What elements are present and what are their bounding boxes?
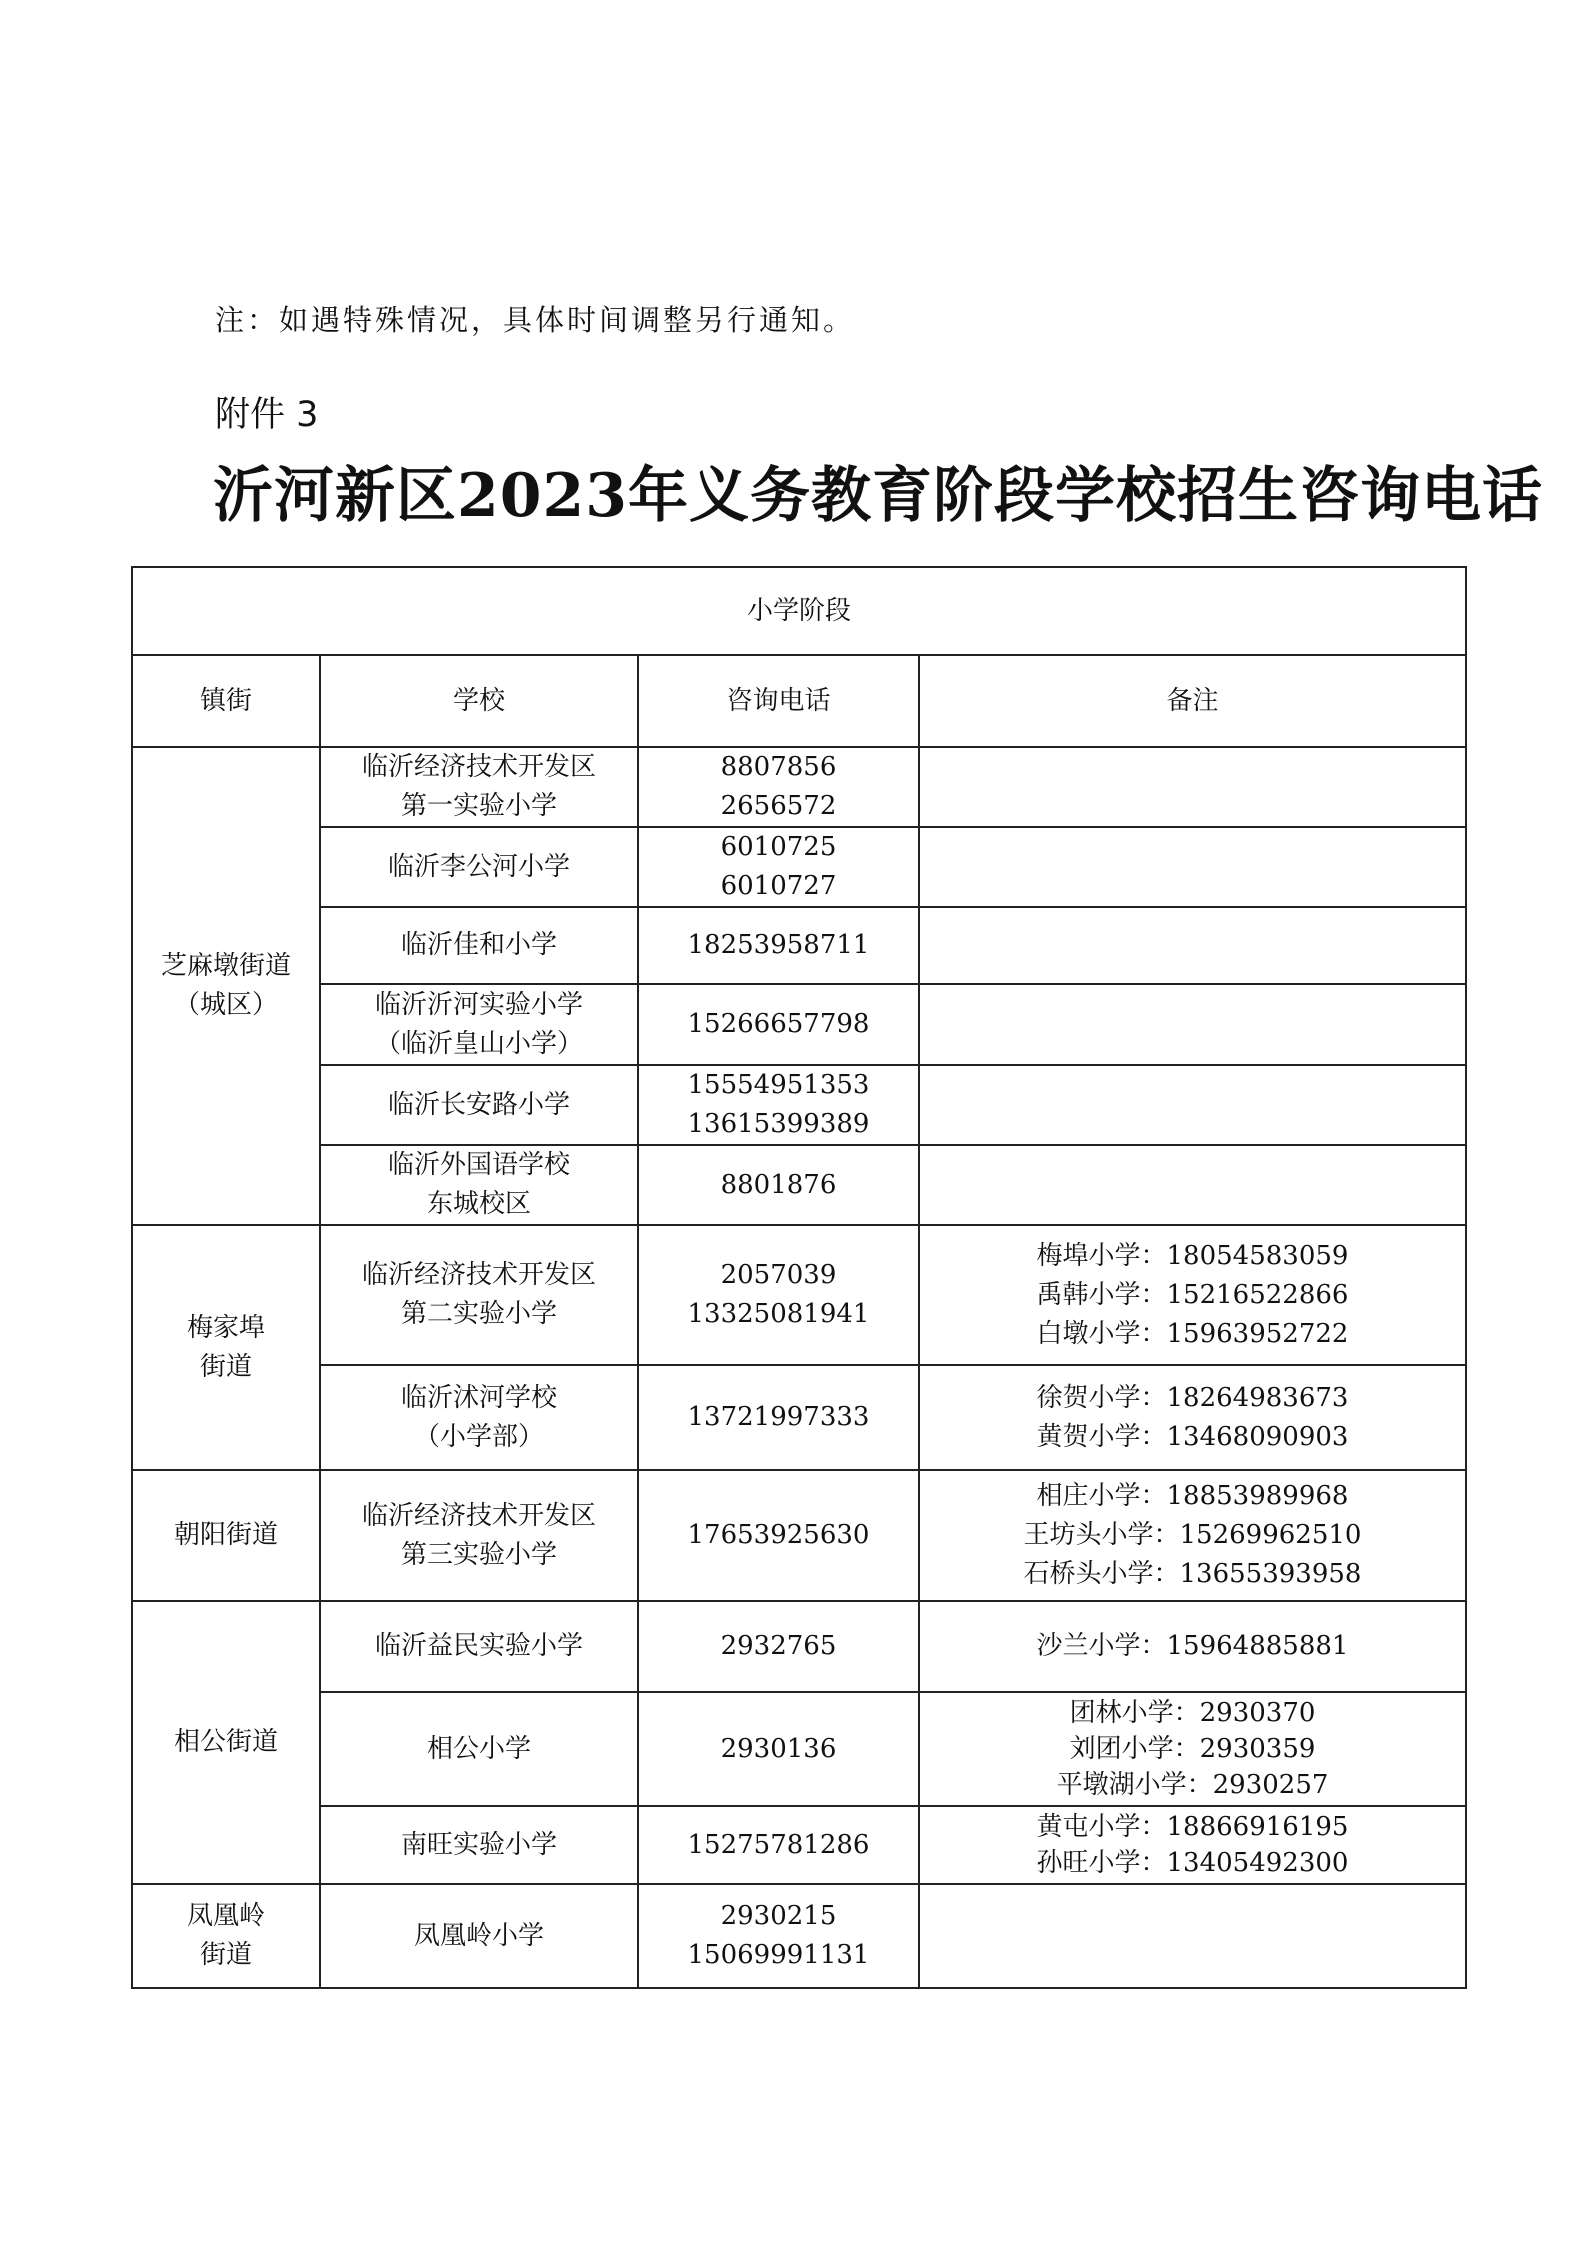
page-title: 沂河新区2023年义务教育阶段学校招生咨询电话 — [213, 461, 1543, 531]
table-row — [132, 1692, 1466, 1806]
remark-cell — [919, 984, 1466, 1065]
phone-line: 2932765 — [720, 1631, 837, 1661]
remark-line: 平墩湖小学：2930257 — [1056, 1770, 1329, 1800]
phone-line: 15275781286 — [687, 1829, 870, 1860]
town-line: 梅家埠 — [186, 1312, 265, 1343]
remark-cell — [919, 907, 1466, 984]
header-phone: 咨询电话 — [638, 655, 919, 747]
school-line: 临沂经济技术开发区 — [361, 752, 596, 782]
school-line: 相公小学 — [426, 1733, 531, 1764]
remark-cell — [919, 1065, 1466, 1145]
remark-cell — [919, 747, 1466, 827]
school-cell — [320, 1225, 638, 1365]
table-row — [132, 1225, 1466, 1365]
school-cell — [320, 1601, 638, 1692]
table-row — [132, 1145, 1466, 1225]
town-line: （城区） — [173, 990, 278, 1020]
phone-cell — [638, 747, 919, 827]
remark-line: 黄贺小学：13468090903 — [1036, 1421, 1349, 1452]
school-cell — [320, 1065, 638, 1145]
remark-line: 白墩小学：15963952722 — [1036, 1318, 1349, 1349]
remark-line: 黄屯小学：18866916195 — [1036, 1812, 1349, 1842]
phone-line: 13721997333 — [687, 1402, 870, 1432]
school-line: （小学部） — [413, 1421, 544, 1452]
school-cell — [320, 747, 638, 827]
admissions-phone-table — [131, 566, 1467, 1989]
remark-cell — [919, 1806, 1466, 1884]
school-cell — [320, 1470, 638, 1601]
school-cell — [320, 984, 638, 1065]
school-line: 临沂经济技术开发区 — [361, 1260, 596, 1290]
table-row — [132, 1065, 1466, 1145]
remark-cell — [919, 827, 1466, 907]
town-line: 街道 — [199, 1940, 252, 1970]
phone-cell — [638, 1065, 919, 1145]
phone-line: 2930136 — [720, 1733, 837, 1764]
attachment-label: 附件 3 — [215, 395, 319, 435]
table-row — [132, 1470, 1466, 1601]
school-cell — [320, 827, 638, 907]
school-line: 凤凰岭小学 — [413, 1920, 544, 1951]
school-line: 临沂经济技术开发区 — [361, 1500, 596, 1531]
school-cell — [320, 1692, 638, 1806]
remark-cell — [919, 1470, 1466, 1601]
remark-line: 孙旺小学：13405492300 — [1036, 1848, 1349, 1878]
phone-line: 2656572 — [720, 791, 837, 821]
table-row — [132, 1884, 1466, 1988]
school-line: 临沂李公河小学 — [387, 851, 570, 882]
phone-line: 13615399389 — [687, 1109, 870, 1139]
note-text: 注：如遇特殊情况，具体时间调整另行通知。 — [215, 303, 856, 337]
phone-line: 15266657798 — [687, 1009, 870, 1039]
school-cell — [320, 1806, 638, 1884]
remark-line: 禹韩小学：15216522866 — [1036, 1279, 1349, 1310]
school-cell — [320, 1365, 638, 1470]
table-row — [132, 1365, 1466, 1470]
remark-line: 王坊头小学：15269962510 — [1023, 1520, 1362, 1550]
phone-line: 17653925630 — [687, 1520, 870, 1550]
remark-line: 梅埠小学：18054583059 — [1036, 1240, 1349, 1271]
school-line: 临沂长安路小学 — [387, 1089, 570, 1120]
school-line: 临沂佳和小学 — [400, 930, 557, 960]
remark-line: 徐贺小学：18264983673 — [1036, 1382, 1349, 1413]
school-line: 临沂沂河实验小学 — [374, 989, 583, 1020]
town-line: 相公街道 — [173, 1727, 278, 1757]
phone-line: 6010727 — [720, 871, 837, 901]
phone-cell — [638, 984, 919, 1065]
phone-cell — [638, 1806, 919, 1884]
town-cell — [132, 1225, 320, 1470]
phone-line: 15554951353 — [687, 1070, 870, 1100]
school-line: 临沂益民实验小学 — [374, 1631, 583, 1661]
header-remark: 备注 — [919, 655, 1466, 747]
school-line: 第二实验小学 — [400, 1299, 557, 1329]
remark-cell — [919, 1145, 1466, 1225]
remark-line: 刘团小学：2930359 — [1069, 1734, 1316, 1764]
phone-line: 2930215 — [720, 1901, 837, 1931]
phone-cell — [638, 1470, 919, 1601]
table-row — [132, 1601, 1466, 1692]
phone-line: 18253958711 — [687, 930, 870, 960]
remark-cell — [919, 1601, 1466, 1692]
remark-line: 沙兰小学：15964885881 — [1036, 1631, 1349, 1661]
phone-cell — [638, 1145, 919, 1225]
school-line: 第一实验小学 — [400, 791, 557, 821]
school-line: 临沂外国语学校 — [387, 1150, 570, 1180]
phone-line: 13325081941 — [687, 1299, 870, 1329]
town-cell — [132, 1884, 320, 1988]
town-cell — [132, 747, 320, 1225]
section-title: 小学阶段 — [132, 567, 1466, 655]
phone-cell — [638, 1601, 919, 1692]
town-cell — [132, 1601, 320, 1884]
phone-line: 8807856 — [720, 752, 837, 782]
remark-cell — [919, 1692, 1466, 1806]
phone-cell — [638, 907, 919, 984]
school-line: （临沂皇山小学） — [374, 1028, 583, 1059]
phone-line: 8801876 — [720, 1169, 837, 1200]
school-line: 第三实验小学 — [400, 1539, 557, 1570]
school-line: 临沂沭河学校 — [400, 1382, 557, 1413]
phone-line: 2057039 — [720, 1260, 837, 1290]
town-line: 朝阳街道 — [173, 1520, 278, 1550]
table-row — [132, 1806, 1466, 1884]
phone-cell — [638, 1225, 919, 1365]
school-cell — [320, 1145, 638, 1225]
school-cell — [320, 1884, 638, 1988]
header-town: 镇街 — [132, 655, 320, 747]
remark-cell — [919, 1884, 1466, 1988]
phone-line: 6010725 — [720, 832, 837, 862]
town-line: 街道 — [199, 1351, 252, 1382]
remark-cell — [919, 1365, 1466, 1470]
header-school: 学校 — [320, 655, 638, 747]
table-row — [132, 827, 1466, 907]
phone-cell — [638, 1365, 919, 1470]
table-row — [132, 984, 1466, 1065]
school-line: 东城校区 — [426, 1189, 531, 1219]
town-cell — [132, 1470, 320, 1601]
school-line: 南旺实验小学 — [400, 1829, 557, 1860]
table-row — [132, 907, 1466, 984]
school-cell — [320, 907, 638, 984]
phone-cell — [638, 827, 919, 907]
town-line: 芝麻墩街道 — [160, 951, 291, 981]
phone-line: 15069991131 — [687, 1940, 870, 1970]
remark-cell — [919, 1225, 1466, 1365]
phone-cell — [638, 1884, 919, 1988]
remark-line: 团林小学：2930370 — [1069, 1698, 1316, 1728]
town-line: 凤凰岭 — [186, 1901, 265, 1931]
table-row — [132, 747, 1466, 827]
phone-cell — [638, 1692, 919, 1806]
remark-line: 相庄小学：18853989968 — [1036, 1481, 1349, 1511]
remark-line: 石桥头小学：13655393958 — [1023, 1559, 1362, 1589]
